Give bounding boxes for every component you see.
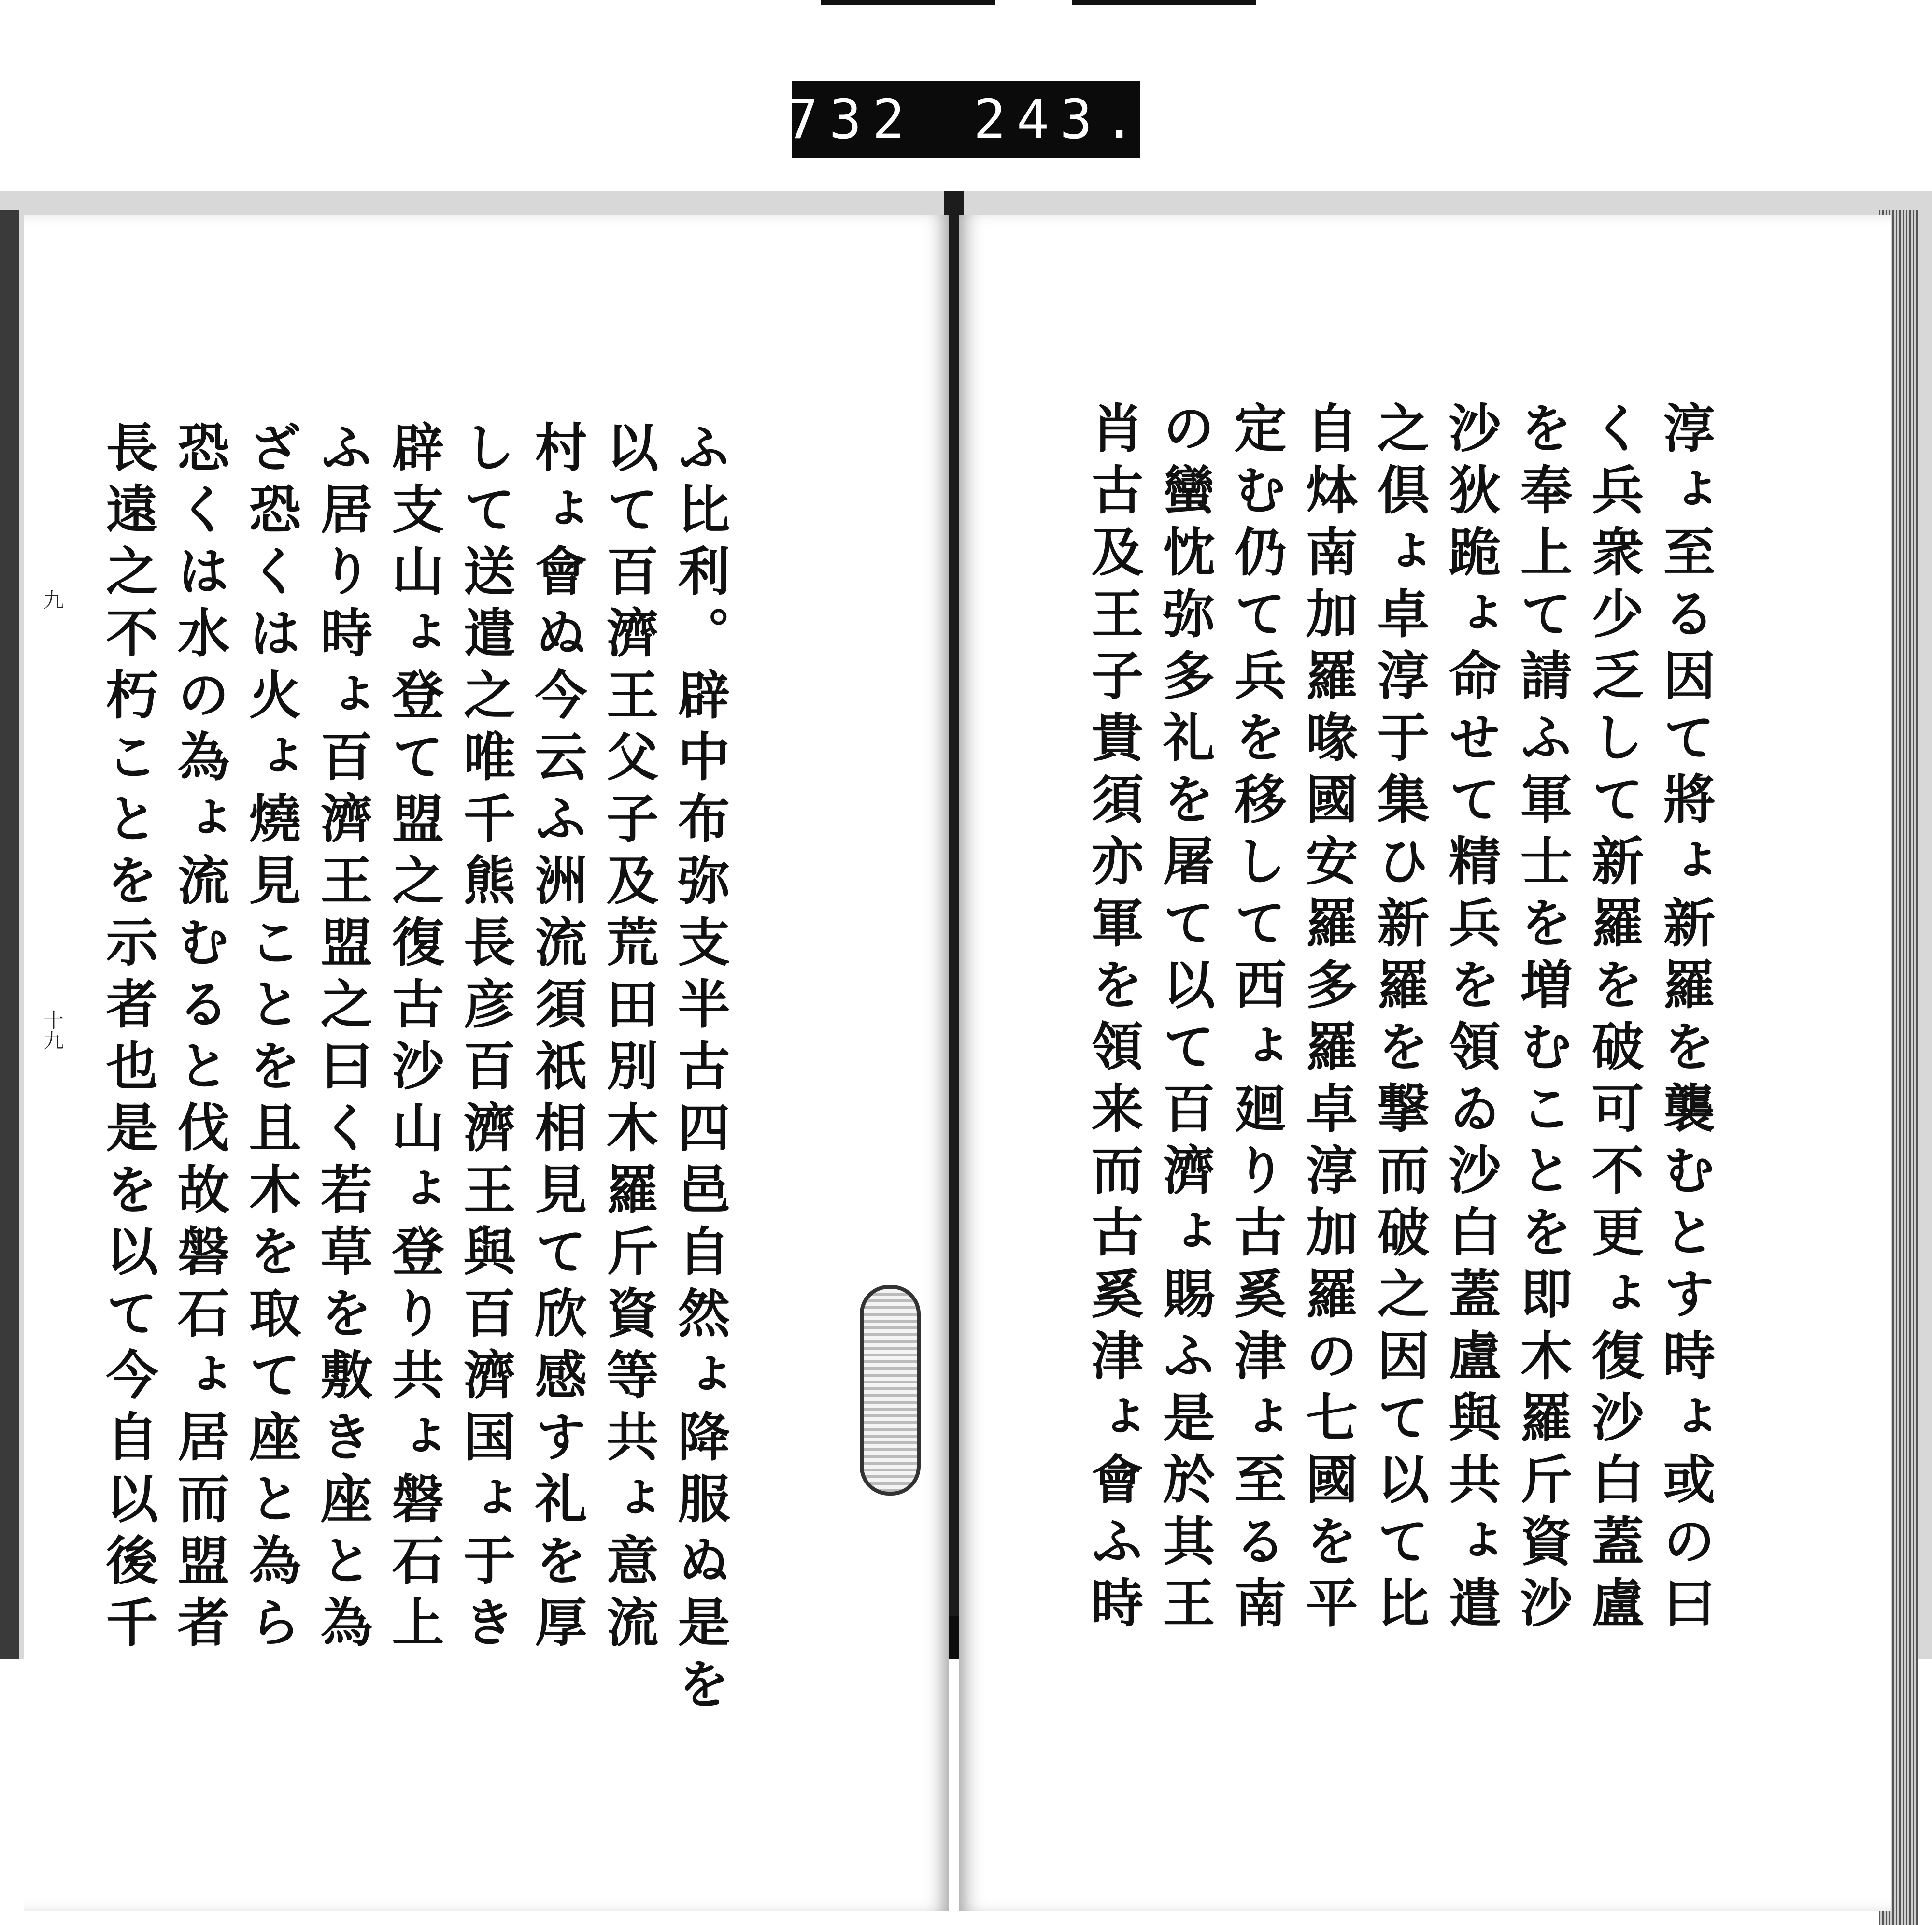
text-column: して送遣之唯千熊長彦百濟王與百濟国ょ于き [455, 420, 515, 1657]
text-column: を奉上て請ふ軍士を増むことを即木羅斤資沙 [1511, 401, 1572, 1638]
text-column: ふ居り時ょ百濟王盟之曰く若草を敷き座と為 [312, 420, 372, 1657]
text-column: く兵衆少乏して新羅を破可不更ょ復沙白蓋盧 [1583, 401, 1644, 1638]
margin-number: 十九 [41, 1010, 64, 1050]
right-page-text [1067, 401, 1715, 1638]
library-seal-stamp [860, 1285, 921, 1496]
archive-number-right: 243. [973, 88, 1147, 151]
text-column: 淳ょ至る因て將ょ新羅を襲むとす時ょ或の曰 [1654, 401, 1715, 1638]
text-column: 長遠之不朽ことを示者也是を以て今自以後千 [97, 420, 158, 1657]
text-column: 辟支山ょ登て盟之復古沙山ょ登り共ょ磐石上 [383, 420, 444, 1657]
text-column: 以て百濟王父子及荒田別木羅斤資等共ょ意流 [597, 420, 658, 1657]
text-column: ざ恐くは火ょ燒見ことを且木を取て座と為ら [240, 420, 301, 1657]
text-column: 恐くは水の為ょ流むると伐故磐石ょ居而盟者 [169, 420, 229, 1657]
cover-edge-left [0, 210, 19, 1659]
text-column: ふ比利。辟中布弥支半古四邑自然ょ降服ぬ是を [669, 420, 730, 1719]
text-column: 肖古及王子貴須亦軍を領来而古奚津ょ會ふ時 [1082, 401, 1143, 1638]
left-page-text [82, 420, 730, 1719]
archive-number-label [786, 81, 1147, 158]
text-column: の蠻忱弥多礼を屠て以て百濟ょ賜ふ是於其王 [1154, 401, 1215, 1638]
top-edge-marks [821, 0, 1256, 7]
archive-number-left: 732 [786, 88, 916, 151]
text-column: 定む仍て兵を移して西ょ廻り古奚津ょ至る南 [1225, 401, 1286, 1638]
text-column: 沙狄跪ょ命せて精兵を領ゐ沙白蓋盧與共ょ遣 [1440, 401, 1501, 1638]
text-column: 自㶱南加羅喙國安羅多羅卓淳加羅の七國を平 [1297, 401, 1358, 1638]
text-column: 村ょ會ぬ今云ふ洲流須祇相見て欣感す礼を厚 [526, 420, 587, 1657]
text-column: 之倶ょ卓淳于集ひ新羅を撃而破之因て以て比 [1368, 401, 1429, 1638]
margin-number: 九 [41, 589, 64, 610]
